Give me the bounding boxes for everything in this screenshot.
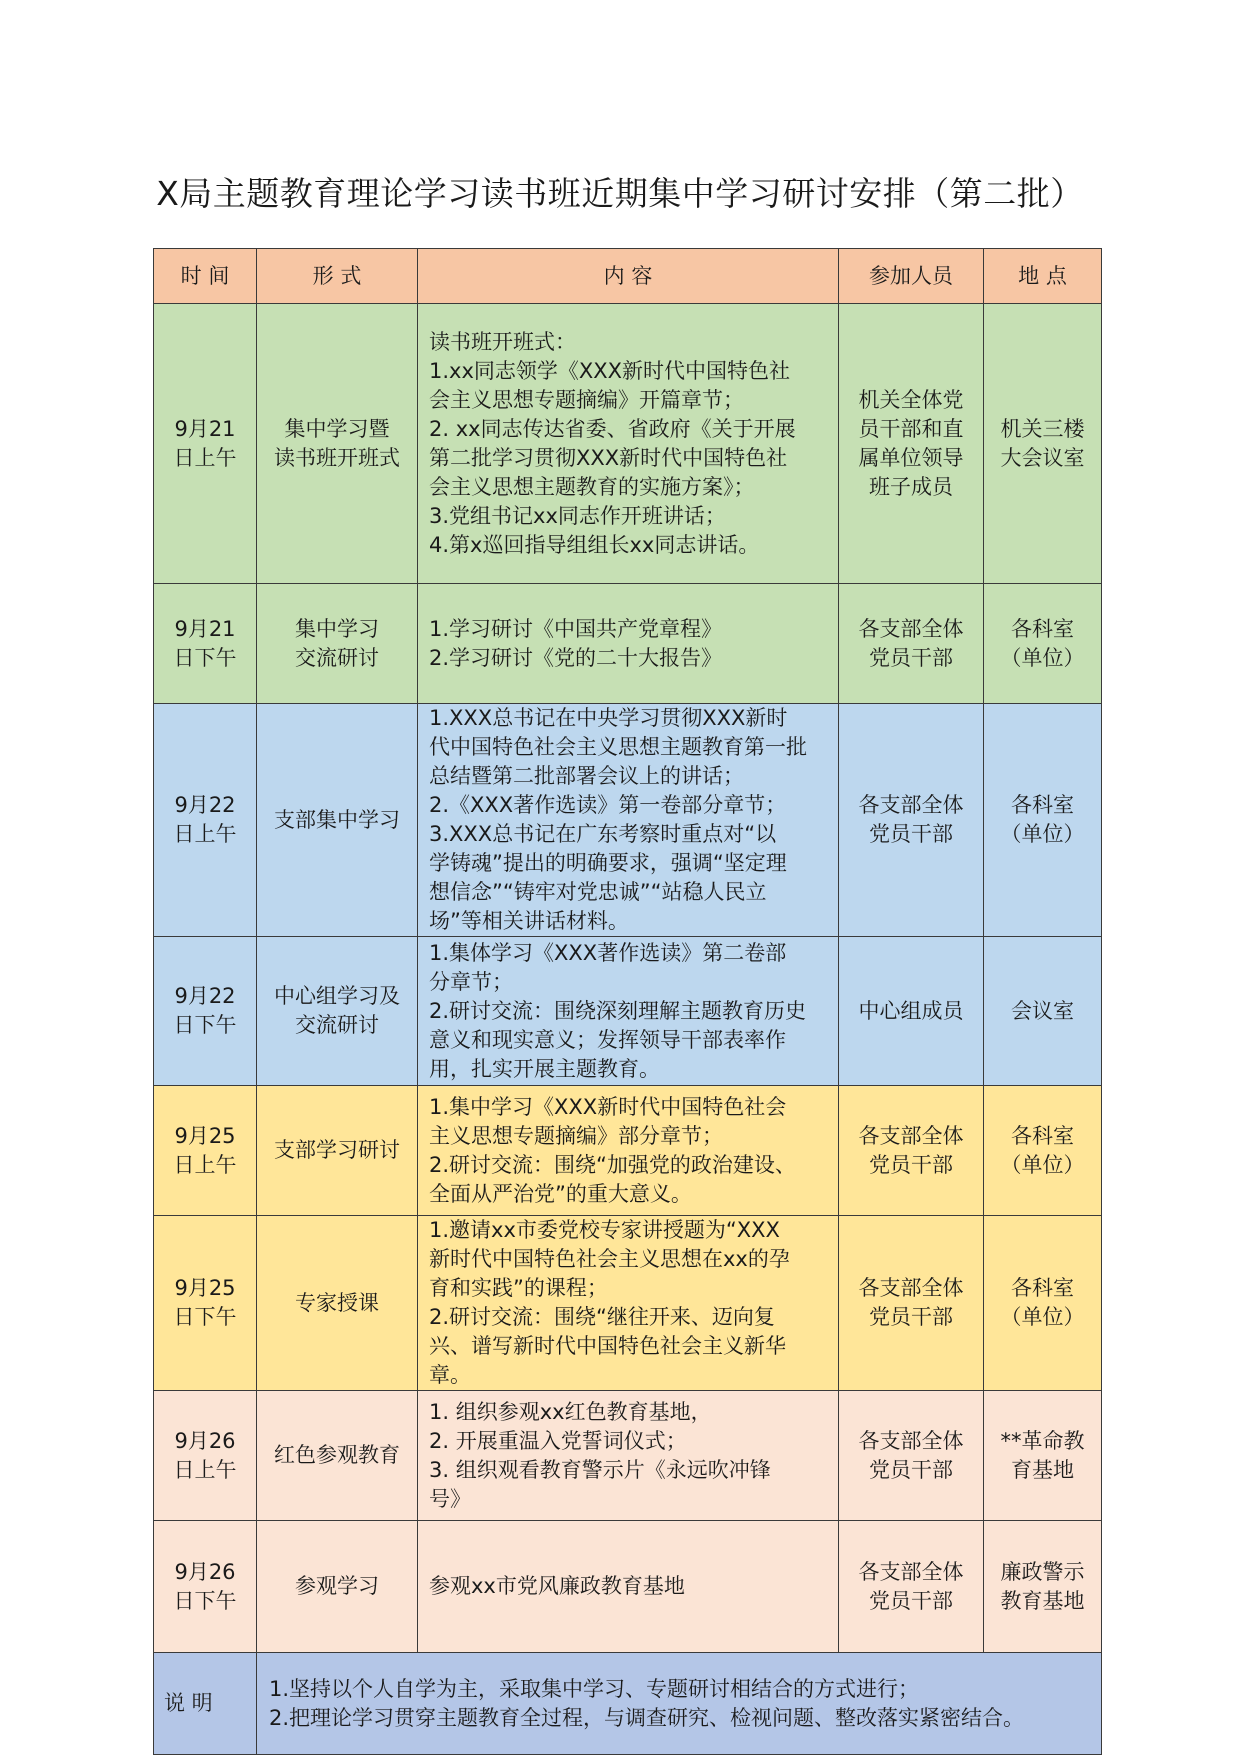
form-line: 交流研讨 [295,1013,379,1037]
content-line: 1.集中学习《XXX新时代中国特色社会 [429,1094,787,1119]
location-line: 廉政警示 [1000,1559,1085,1584]
location-line: 会议室 [1011,998,1074,1023]
content-line: 号》 [429,1486,471,1511]
time-line: 日上午 [173,822,237,846]
content-line: 总结暨第二批部署会议上的讲话； [429,764,744,788]
content-line: 2.研讨交流：围绕深刻理解主题教育历史 [429,998,807,1023]
note-line: 1.坚持以个人自学为主，采取集中学习、专题研讨相结合的方式进行； [269,1676,920,1701]
note-line: 2.把理论学习贯穿主题教育全过程，与调查研究、检视问题、整改落实紧密结合。 [269,1705,1025,1730]
table-row [154,304,1102,584]
table-row [154,1086,1102,1216]
attendees-line: 党员干部 [869,645,953,670]
time-cell [154,584,257,704]
content-line: 1. 组织参观xx红色教育基地， [429,1399,712,1424]
form-line: 中心组学习及 [274,984,400,1008]
header-location: 地 点 [984,249,1102,304]
location-line: 大会议室 [1000,445,1085,470]
time-line: 9月22 [174,793,236,817]
content-line: 2.学习研讨《党的二十大报告》 [429,645,723,670]
content-line: 2.《XXX著作选读》第一卷部分章节； [429,793,787,817]
attendees-cell [839,304,984,584]
location-cell [984,304,1102,584]
attendees-line: 各支部全体 [858,1276,964,1300]
time-line: 日上午 [173,445,237,470]
page-title: X局主题教育理论学习读书班近期集中学习研讨安排（第二批） [156,174,1084,213]
time-cell [154,1521,257,1653]
form-cell [257,1086,418,1216]
attendees-line: 党员干部 [869,1588,953,1613]
time-line: 9月26 [174,1559,236,1584]
time-line: 日下午 [173,1013,237,1037]
table-row [154,704,1102,937]
form-cell [257,1391,418,1521]
attendees-line: 中心组成员 [858,998,964,1023]
location-cell [984,1391,1102,1521]
content-line: 学铸魂”提出的明确要求，强调“坚定理 [429,851,787,875]
header-attendees: 参加人员 [839,249,984,304]
note-text [257,1653,1102,1755]
time-line: 9月26 [174,1428,236,1453]
content-cell [418,584,839,704]
location-line: 各科室 [1011,1276,1074,1300]
content-line: 章。 [429,1363,471,1387]
time-cell [154,704,257,937]
content-line: 会主义思想主题教育的实施方案》； [429,474,755,499]
content-cell [418,1216,839,1391]
content-line: 育和实践”的课程； [429,1276,608,1300]
content-line: 1.集体学习《XXX著作选读》第二卷部 [429,940,787,965]
attendees-line: 各支部全体 [858,1123,964,1148]
table-row [154,937,1102,1086]
attendees-line: 各支部全体 [858,1428,964,1453]
content-line: 新时代中国特色社会主义思想在xx的孕 [429,1247,790,1271]
note-row [154,1653,1102,1755]
time-line: 9月25 [174,1123,236,1148]
attendees-cell [839,1521,984,1653]
attendees-line: 机关全体党 [858,387,964,412]
content-line: 1.xx同志领学《XXX新时代中国特色社 [429,358,791,383]
content-cell [418,304,839,584]
attendees-cell [839,584,984,704]
content-cell [418,1086,839,1216]
form-line: 集中学习 [295,616,379,641]
content-line: 2.研讨交流：围绕“继往开来、迈向复 [429,1305,775,1329]
location-line: 各科室 [1011,616,1074,641]
content-line: 4.第x巡回指导组组长xx同志讲话。 [429,532,760,557]
attendees-line: 党员干部 [869,822,953,846]
time-cell [154,937,257,1086]
content-line: 主义思想专题摘编》部分章节； [429,1123,723,1148]
form-line: 支部学习研讨 [274,1138,400,1162]
table-row [154,1391,1102,1521]
form-line: 红色参观教育 [274,1443,400,1467]
location-cell [984,704,1102,937]
content-line: 1.邀请xx市委党校专家讲授题为“XXX [429,1218,780,1242]
content-line: 2.研讨交流：围绕“加强党的政治建设、 [429,1152,796,1177]
content-cell [418,704,839,937]
attendees-line: 各支部全体 [858,1559,964,1584]
time-line: 日下午 [173,1305,237,1329]
header-form: 形 式 [257,249,418,304]
location-line: **革命教 [1000,1428,1085,1453]
location-line: （单位） [1000,822,1085,846]
location-line: （单位） [1000,1305,1085,1329]
content-line: 全面从严治党”的重大意义。 [429,1181,692,1206]
attendees-line: 党员干部 [869,1305,953,1329]
location-line: （单位） [1000,1152,1085,1177]
time-line: 9月21 [174,416,236,441]
attendees-line: 党员干部 [869,1152,953,1177]
form-line: 集中学习暨 [284,416,390,441]
content-cell [418,1521,839,1653]
time-cell [154,1216,257,1391]
content-line: 想信念”“铸牢对党忠诚”“站稳人民立 [429,880,767,904]
form-line: 读书班开班式 [274,445,400,470]
attendees-line: 各支部全体 [858,616,964,641]
table-row [154,1216,1102,1391]
content-line: 第二批学习贯彻XXX新时代中国特色社 [429,445,788,470]
content-line: 场”等相关讲话材料。 [429,909,629,933]
attendees-line: 员干部和直 [858,416,964,441]
form-cell [257,304,418,584]
form-cell [257,1521,418,1653]
time-line: 9月25 [174,1276,236,1300]
content-line: 读书班开班式： [429,329,576,354]
location-cell [984,1216,1102,1391]
form-line: 支部集中学习 [274,807,400,832]
content-line: 用，扎实开展主题教育。 [429,1056,660,1081]
header-content: 内 容 [418,249,839,304]
attendees-cell [839,1086,984,1216]
location-cell [984,1521,1102,1653]
form-cell [257,1216,418,1391]
location-line: 各科室 [1011,1123,1074,1148]
schedule-table [153,248,1102,1755]
attendees-cell [839,1391,984,1521]
content-line: 2. 开展重温入党誓词仪式； [429,1428,687,1453]
content-line: 参观xx市党风廉政教育基地 [429,1574,685,1598]
time-line: 日下午 [173,645,237,670]
attendees-line: 各支部全体 [858,793,964,817]
content-line: 3.XXX总书记在广东考察时重点对“以 [429,822,777,846]
content-line: 代中国特色社会主义思想主题教育第一批 [429,735,807,759]
location-cell [984,584,1102,704]
attendees-cell [839,1216,984,1391]
time-cell [154,304,257,584]
location-line: 教育基地 [1000,1588,1085,1613]
content-line: 1.XXX总书记在中央学习贯彻XXX新时 [429,706,788,730]
time-cell [154,1391,257,1521]
attendees-line: 班子成员 [869,474,953,499]
content-line: 会主义思想专题摘编》开篇章节； [429,387,744,412]
time-line: 9月22 [174,984,236,1008]
attendees-line: 党员干部 [869,1457,953,1482]
header-time: 时 间 [154,249,257,304]
location-line: 机关三楼 [1000,416,1085,441]
location-cell [984,1086,1102,1216]
time-line: 9月21 [174,616,236,641]
content-line: 意义和现实意义；发挥领导干部表率作 [429,1027,786,1052]
form-cell [257,704,418,937]
note-label: 说 明 [154,1653,257,1755]
location-line: （单位） [1000,645,1085,670]
table-row [154,584,1102,704]
table-header-row [154,249,1102,304]
location-line: 各科室 [1011,793,1074,817]
time-line: 日上午 [173,1457,237,1482]
location-cell [984,937,1102,1086]
table-row [154,1521,1102,1653]
content-line: 3.党组书记xx同志作开班讲话； [429,503,726,528]
time-line: 日上午 [173,1152,237,1177]
location-line: 育基地 [1011,1457,1074,1482]
attendees-cell [839,704,984,937]
form-line: 参观学习 [295,1574,379,1598]
content-line: 兴、谱写新时代中国特色社会主义新华 [429,1334,786,1358]
content-line: 2. xx同志传达省委、省政府《关于开展 [429,416,796,441]
content-line: 分章节； [429,969,513,994]
attendees-line: 属单位领导 [858,445,964,470]
form-cell [257,937,418,1086]
time-cell [154,1086,257,1216]
content-cell [418,937,839,1086]
content-cell [418,1391,839,1521]
form-line: 交流研讨 [295,645,379,670]
attendees-cell [839,937,984,1086]
form-line: 专家授课 [295,1290,379,1315]
time-line: 日下午 [173,1588,237,1613]
content-line: 1.学习研讨《中国共产党章程》 [429,616,723,641]
content-line: 3. 组织观看教育警示片《永远吹冲锋 [429,1457,771,1482]
form-cell [257,584,418,704]
